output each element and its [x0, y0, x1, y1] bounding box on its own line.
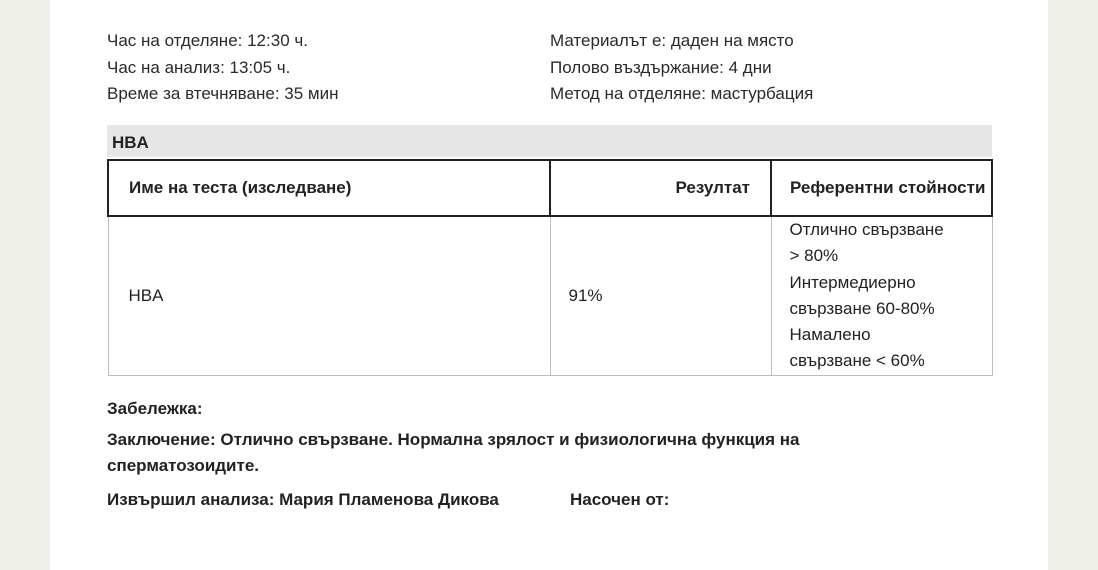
results-table — [107, 159, 993, 376]
reference-line: свързване 60-80% — [789, 298, 935, 318]
referred-by: Насочен от: — [570, 490, 670, 509]
material-source: Материалът е: даден на място — [550, 31, 794, 50]
reference-line: Отлично свързване — [789, 220, 944, 239]
sample-info-left — [107, 28, 338, 108]
performed-by: Извършил анализа: Мария Пламенова Дикова — [107, 490, 499, 509]
header-result: Резултат — [550, 160, 771, 216]
section-title: HBA — [107, 125, 992, 157]
conclusion-text: Заключение: Отлично свързване. Нормална зрялост и физиологична функция на сперматозоидите. — [107, 430, 800, 475]
reference-line: Интермедиерно — [789, 272, 916, 292]
collection-method: Метод на отделяне: мастурбация — [550, 84, 814, 103]
cell-test-name: HBA — [108, 216, 550, 375]
collection-time: Час на отделяне: 12:30 ч. — [107, 31, 308, 50]
reference-line: Намалено — [789, 325, 871, 345]
report-page — [50, 0, 1048, 570]
cell-result: 91% — [550, 216, 771, 375]
analysis-time: Час на анализ: 13:05 ч. — [107, 57, 291, 77]
table-header-row — [108, 160, 992, 216]
abstinence-period: Полово въздържание: 4 дни — [550, 57, 772, 77]
note-label: Забележка: — [107, 399, 203, 418]
reference-line: свързване < 60% — [789, 351, 925, 371]
cell-reference — [771, 216, 992, 375]
reference-line: > 80% — [789, 246, 839, 266]
table-row — [108, 216, 992, 375]
header-reference: Референтни стойности — [771, 160, 992, 216]
header-test-name: Име на теста (изследване) — [108, 160, 550, 216]
sample-info-right — [550, 28, 813, 108]
liquefaction-time: Време за втечняване: 35 мин — [107, 84, 339, 103]
